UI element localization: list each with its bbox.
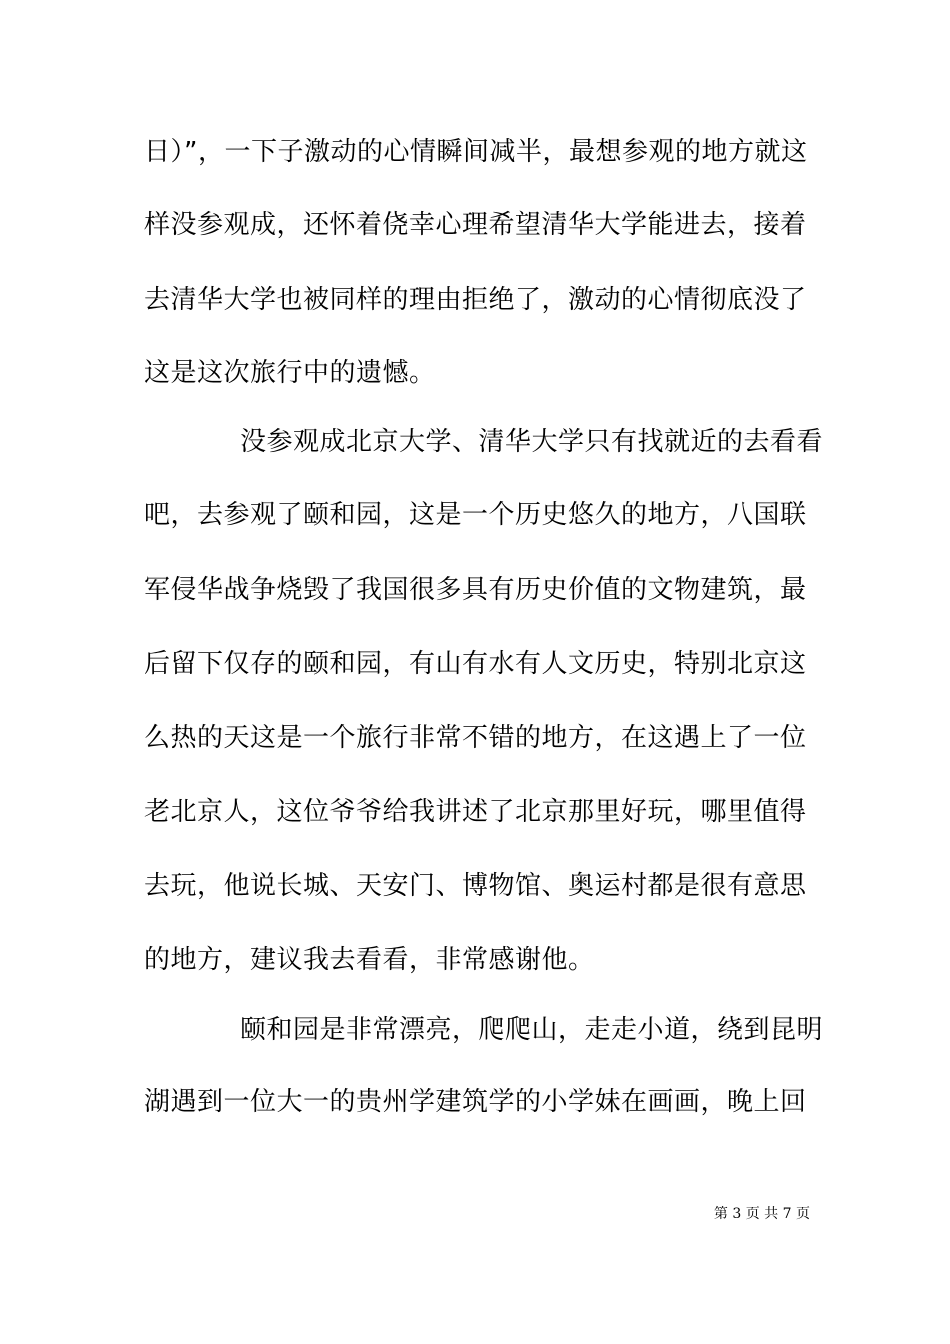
text-line: 日）”，一下子激动的心情瞬间减半，最想参观的地方就这 — [144, 137, 808, 167]
text-line: 军侵华战争烧毁了我国很多具有历史价值的文物建筑，最 — [144, 575, 807, 605]
text-line: 吧，去参观了颐和园，这是一个历史悠久的地方，八国联 — [144, 500, 807, 530]
text-line: 湖遇到一位大一的贵州学建筑学的小学妹在画画，晚上回 — [144, 1087, 807, 1117]
text-line: 去清华大学也被同样的理由拒绝了，激动的心情彻底没了 — [144, 285, 807, 315]
paragraph-first-line: 没参观成北京大学、清华大学只有找就近的去看看 — [240, 427, 824, 457]
text-line: 后留下仅存的颐和园，有山有水有人文历史，特别北京这 — [144, 649, 807, 679]
text-line: 么热的天这是一个旅行非常不错的地方，在这遇上了一位 — [144, 723, 807, 753]
text-line: 老北京人，这位爷爷给我讲述了北京那里好玩，哪里值得 — [144, 797, 807, 827]
text-line: 的地方，建议我去看看，非常感谢他。 — [144, 945, 595, 975]
text-line: 这是这次旅行中的遗憾。 — [144, 358, 436, 388]
paragraph-first-line: 颐和园是非常漂亮，爬爬山，走走小道，绕到昆明 — [240, 1015, 824, 1045]
page-number: 第 3 页 共 7 页 — [713, 1206, 810, 1222]
text-line: 样没参观成，还怀着侥幸心理希望清华大学能进去，接着 — [144, 210, 807, 240]
text-line: 去玩，他说长城、天安门、博物馆、奥运村都是很有意思 — [144, 871, 807, 901]
